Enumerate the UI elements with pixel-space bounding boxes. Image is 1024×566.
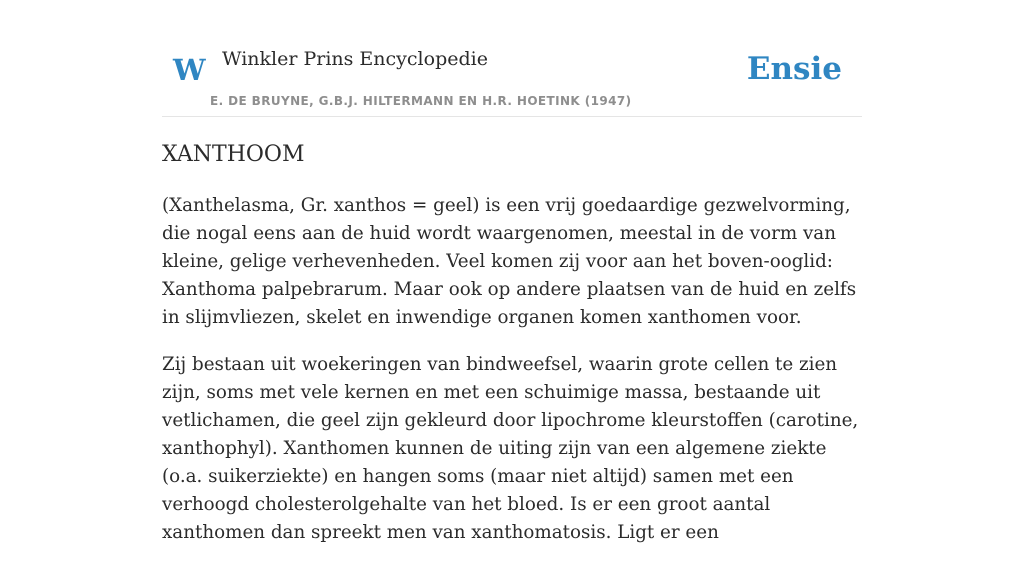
publication-title[interactable]: Winkler Prins Encyclopedie [222,48,488,70]
article-title: XANTHOOM [162,142,305,167]
winkler-prins-logo[interactable]: W [173,53,206,87]
content-container [162,0,862,543]
article-body [162,192,862,566]
publication-header [162,0,862,117]
ensie-brand-link[interactable]: Ensie [746,51,842,87]
publication-authors: E. DE BRUYNE, G.B.J. HILTERMANN EN H.R. HOETINK (1947) [210,94,632,108]
article-paragraph: Zij bestaan uit woekeringen van bindweefsel, waarin grote cellen te zien zijn, soms met vele kernen en met een schuimige massa, bestaande uit vetlichamen, die geel zijn gekleurd door lipochrome kleurstoffen (carotine, xanthophyl). Xanthomen kunnen de uiting zijn van een algemene ziekte (o.a. suikerziekte) en hangen soms (maar niet altijd) samen met een verhoogd cholesterolgehalte van het bloed. Is er een groot aantal xanthomen dan spreekt men van xanthomatosis. Ligt er een [162,354,859,543]
article-paragraph: (Xanthelasma, Gr. xanthos = geel) is een vrij goedaardige gezwelvorming, die nogal eens aan de huid wordt waargenomen, meestal in de vorm van kleine, gelige verhevenheden. Veel komen zij voor aan het boven-ooglid: Xanthoma palpebrarum. Maar ook op andere plaatsen van de huid en zelfs in slijmvliezen, skelet en inwendige organen komen xanthomen voor. [162,195,857,328]
